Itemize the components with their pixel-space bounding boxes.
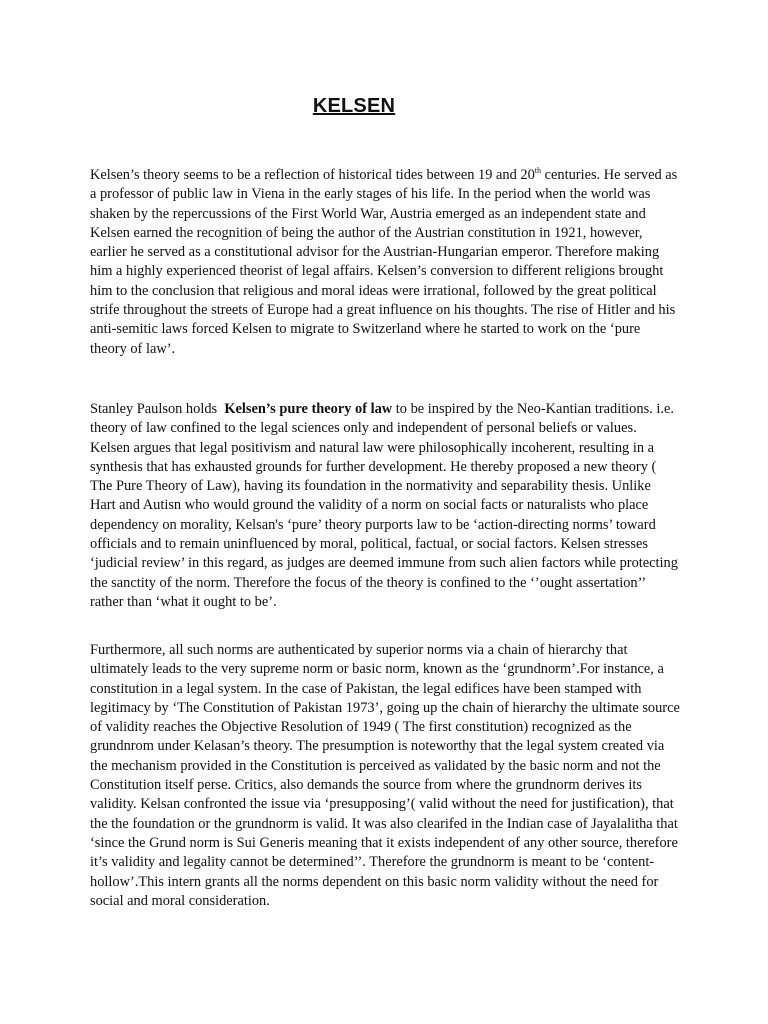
paragraph-kelsen-background [90,166,680,359]
paragraph-text: to be inspired by the Neo-Kantian traditions. i.e. theory of law confined to the legal sciences only and independent of personal beliefs or values. Kelsen argues that legal positivism and natural law were philosophically incoherent, resulting in a synthesis that has exhausted grounds for further development. He thereby proposed a new theory ( The Pure Theory of Law), having its foundation in the normativity and separability thesis. Unlike Hart and Autisn who would ground the validity of a norm on social facts or naturalists who place dependency on morality, Kelsan's ‘pure’ theory purports law to be ‘action-directing norms’ toward officials and to remain uninfluenced by moral, political, factual, or social factors. Kelsen stresses ‘judicial review’ in this regard, as judges are deemed immune from such alien factors while protecting the sanctity of the norm. Therefore the focus of the theory is confined to the ‘’ought assertation’’ rather than ‘what it ought to be’. [90,401,678,610]
superscript-text: th [534,166,542,176]
paragraph-pure-theory [90,400,680,612]
paragraph-text: centuries. He served as a professor of public law in Viena in the early stages of his life. In the period when the world was shaken by the repercussions of the First World War, Austria emerged as an independent state and Kelsen earned the recognition of being the author of the Austrian constitution in 1921, however, earlier he served as a constitutional advisor for the Austrian-Hungarian emperor. Therefore making him a highly experienced theorist of legal affairs. Kelsen’s conversion to different religions brought him to the conclusion that religious and moral ideas were irrational, followed by the great political strife throughout the streets of Europe had a great influence on his thoughts. The rise of Hitler and his anti-semitic laws forced Kelsen to migrate to Switzerland where he started to work on the ‘pure theory of law’. [90,167,678,357]
document-title: KELSEN [312,95,396,117]
paragraph-grundnorm: Furthermore, all such norms are authenticated by superior norms via a chain of hierarchy that ultimately leads to the very supreme norm or basic norm, known as the ‘grundnorm’.For instance, a constitution in a legal system. In the case of Pakistan, the legal edifices have been stamped with legitimacy by ‘The Constitution of Pakistan 1973’, going up the chain of hierarchy the ultimate source of validity reaches the Objective Resolution of 1949 ( The first constitution) recognized as the grundnrom under Kelasan’s theory. The presumption is noteworthy that the legal system created via the mechanism provided in the Constitution is perceived as validated by the basic norm and not the Constitution itself perse. Critics, also demands the source from where the grundnorm derives its validity. Kelsan confronted the issue via ‘presupposing’( valid without the need for justification), that the the foundation or the grundnorm is valid. It was also clearifed in the Indian case of Jayalalitha that ‘since the Grund norm is Sui Generis meaning that it exists independent of any other source, therefore it’s validity and legality cannot be determined’’. Therefore the grundnorm is meant to be ‘content-hollow’.This intern grants all the norms dependent on this basic norm validity without the need for social and moral consideration. [90,642,680,909]
paragraph-text: Kelsen’s theory seems to be a reflection of historical tides between 19 and 20 [90,167,535,183]
paragraph-text: Stanley Paulson holds [90,401,225,417]
bold-phrase: Kelsen’s pure theory of law [224,401,393,417]
